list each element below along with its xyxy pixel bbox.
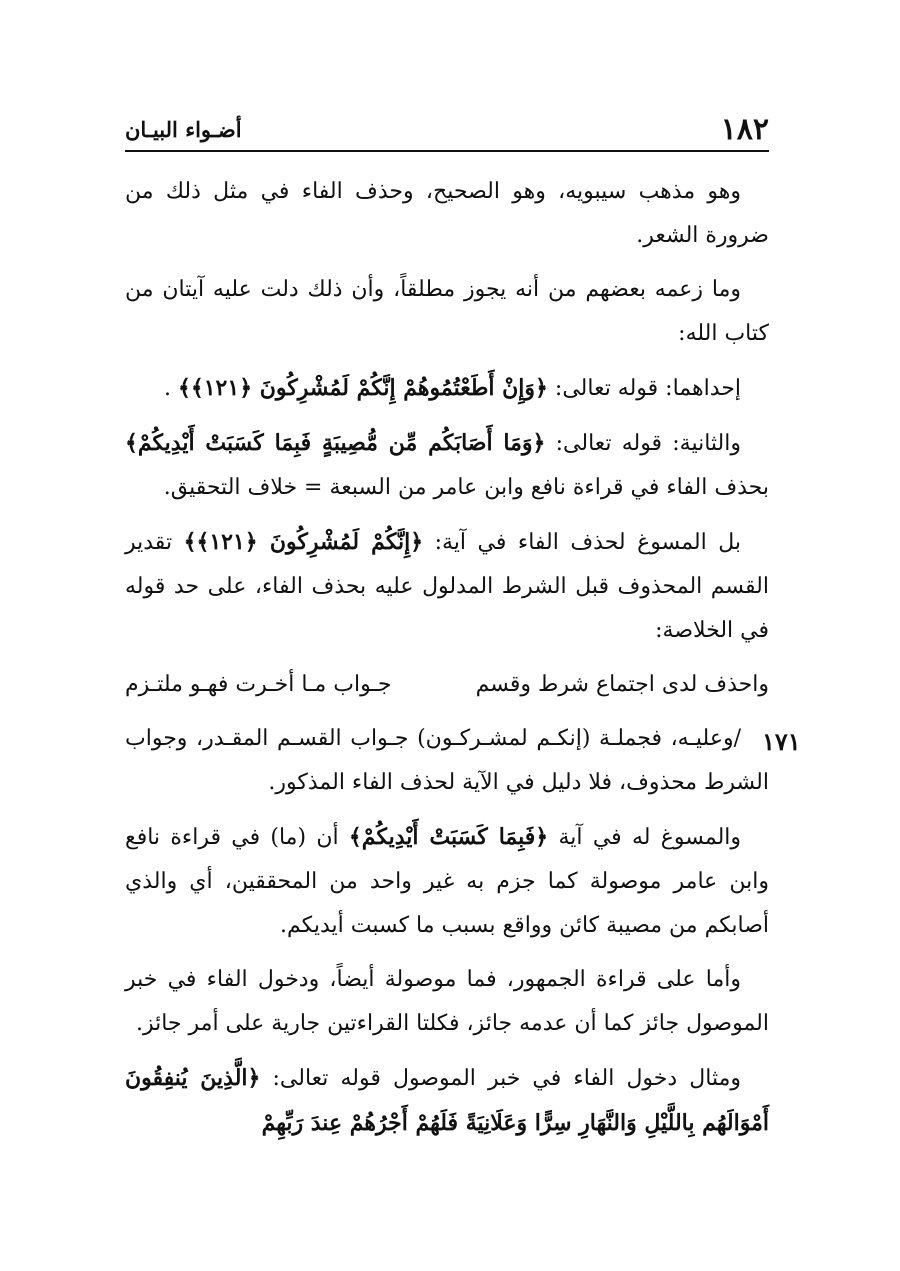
paragraph-9-text: ومثال دخول الفاء في خبر الموصول قوله تعالى:	[272, 1066, 742, 1091]
verse-second-hemistich: جـواب مـا أخـرت فهـو ملتـزم	[125, 672, 392, 697]
quran-verse: ﴿فَبِمَا كَسَبَتْ أَيْدِيكُمْ﴾	[348, 824, 549, 850]
paragraph-5-text: بل المسوغ لحذف الفاء في آية:	[434, 530, 742, 555]
page-header	[125, 110, 769, 152]
paragraph-3-end: .	[163, 376, 171, 401]
poetry-verse	[125, 663, 769, 707]
paragraph-8: وأما على قراءة الجمهور، فما موصولة أيضاً، ودخول الفاء في خبر الموصول جائز كما أن عدمه جائز، فكلتا القراءتين جارية على أمر جائز.	[125, 967, 769, 1036]
margin-page-reference: ١٧١	[762, 727, 801, 756]
paragraph-7-text: والمسوغ له في آية	[558, 825, 742, 850]
quran-verse: ﴿وَمَا أَصَابَكُم مِّن مُّصِيبَةٍ فَبِمَا كَسَبَتْ أَيْدِيكُمْ﴾	[125, 430, 546, 456]
paragraph-7-rest: أن (ما) في قراءة نافع وابن عامر موصولة كما جزم به غير واحد من المحققين، أي والذي أصابكم من مصيبة كائن وواقع بسبب ما كسبت أيديكم.	[125, 825, 769, 938]
verse-first-hemistich: واحذف لدى اجتماع شرط وقسم	[475, 672, 769, 697]
paragraph-4	[125, 421, 769, 510]
quran-verse: ﴿وَإِنْ أَطَعْتُمُوهُمْ إِنَّكُمْ لَمُشْرِكُونَ ﴿١٢١﴾﴾	[177, 375, 548, 401]
paragraph-6: /وعليـه، فجملـة (إنكـم لمشـركـون) جـواب القسـم المقـدر، وجواب الشرط محذوف، فلا دليل في الآية لحذف الفاء المذكور.	[125, 726, 769, 795]
paragraph-5	[125, 520, 769, 653]
paragraph-3	[125, 366, 769, 411]
quran-verse: ﴿الَّذِينَ يُنفِقُونَ أَمْوَالَهُم بِاللَّيْلِ وَالنَّهَارِ سِرًّا وَعَلَانِيَةً فَلَهُمْ أَجْرُهُمْ عِندَ رَبِّهِمْ	[125, 1065, 769, 1136]
paragraph-3-text: إحداهما: قوله تعالى:	[554, 376, 741, 401]
quran-verse: ﴿إِنَّكُمْ لَمُشْرِكُونَ ﴿١٢١﴾﴾	[183, 529, 424, 555]
paragraph-1: وهو مذهب سيبويه، وهو الصحيح، وحذف الفاء في مثل ذلك من ضرورة الشعر.	[125, 179, 769, 248]
paragraph-5-rest: تقدير القسم المحذوف قبل الشرط المدلول عليه بحذف الفاء، على حد قوله في الخلاصة:	[125, 530, 769, 643]
book-title: أضـواء البيـان	[125, 117, 242, 142]
page-body	[125, 170, 769, 1156]
paragraph-4-rest: بحذف الفاء في قراءة نافع وابن عامر من السبعة = خلاف التحقيق.	[163, 475, 769, 500]
page-number: ١٨٢	[720, 112, 769, 147]
paragraph-2: وما زعمه بعضهم من أنه يجوز مطلقاً، وأن ذلك دلت عليه آيتان من كتاب الله:	[125, 277, 769, 346]
paragraph-9	[125, 1056, 769, 1146]
paragraph-7	[125, 815, 769, 948]
paragraph-4-text: والثانية: قوله تعالى:	[555, 431, 741, 456]
